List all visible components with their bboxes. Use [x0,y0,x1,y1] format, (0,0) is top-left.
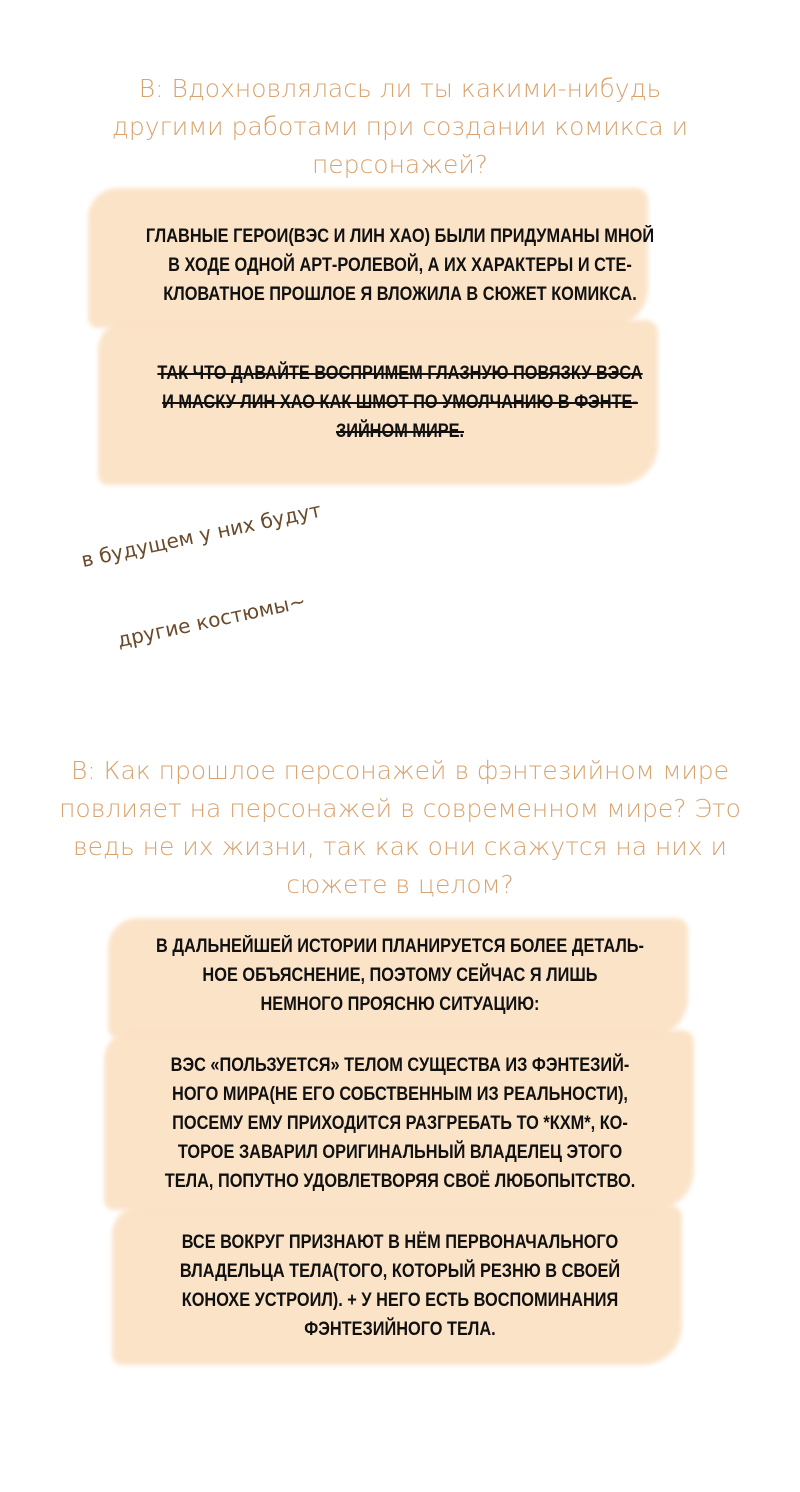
question-1: В: Вдохновлялась ли ты какими-нибудь другими работами при создании комикса и персонажей? [111,74,689,179]
side-note: другие костюмы~ [115,588,308,652]
question-2: В: Как прошлое персонажей в фэнтезийном мире повлияет на персонажей в современном мире? Это ведь не их жизни, так как они скажутся на них и сюжете в целом? [59,756,741,899]
answer-paragraph: ГЛАВНЫЕ ГЕРОИ(ВЭС И ЛИН ХАО) БЫЛИ ПРИДУМАНЫ МНОЙ В ХОДЕ ОДНОЙ АРТ-РОЛЕВОЙ, А ИХ ХАРАКТЕРЫ И СТЕ- КЛОВАТНОЕ ПРОШЛОЕ Я ВЛОЖИЛА В СЮЖЕТ КОМИКСА. [145,226,655,305]
answer-2 [56,932,744,1344]
answer-1 [56,222,744,446]
side-note: в будущем у них будут [79,497,324,572]
answer-paragraph: В ДАЛЬНЕЙШЕЙ ИСТОРИИ ПЛАНИРУЕТСЯ БОЛЕЕ ДЕТАЛЬ- НОЕ ОБЪЯСНЕНИЕ, ПОЭТОМУ СЕЙЧАС Я ЛИШЬ НЕМНОГО ПРОЯСНЮ СИТУАЦИЮ: [156,936,644,1015]
answer-paragraph: ВЭС «ПОЛЬЗУЕТСЯ» ТЕЛОМ СУЩЕСТВА ИЗ ФЭНТЕЗИЙ- НОГО МИРА(НЕ ЕГО СОБСТВЕННЫМ ИЗ РЕАЛЬНОСТИ), ПОСЕМУ ЕМУ ПРИХОДИТСЯ РАЗГРЕБАТЬ ТО *КХМ*, КО- ТОРОЕ ЗАВАРИЛ ОРИГИНАЛЬНЫЙ ВЛАДЕЛЕЦ ЭТОГО ТЕЛА, ПОПУТНО УДОВЛЕТВОРЯЯ СВОЁ ЛЮБОПЫТСТВО. [164,1055,636,1192]
answer-paragraph-strikethrough: ТАК ЧТО ДАВАЙТЕ ВОСПРИМЕМ ГЛАЗНУЮ ПОВЯЗКУ ВЭСА И МАСКУ ЛИН ХАО КАК ШМОТ ПО УМОЛЧАНИЮ В ФЭНТЕ- ЗИЙНОМ МИРЕ. [157,363,643,442]
answer-paragraph: ВСЕ ВОКРУГ ПРИЗНАЮТ В НЁМ ПЕРВОНАЧАЛЬНОГО ВЛАДЕЛЬЦА ТЕЛА(ТОГО, КОТОРЫЙ РЕЗНЮ В СВОЕЙ КОНОХЕ УСТРОИЛ). + У НЕГО ЕСТЬ ВОСПОМИНАНИЯ ФЭНТЕЗИЙНОГО ТЕЛА. [179,1232,621,1340]
